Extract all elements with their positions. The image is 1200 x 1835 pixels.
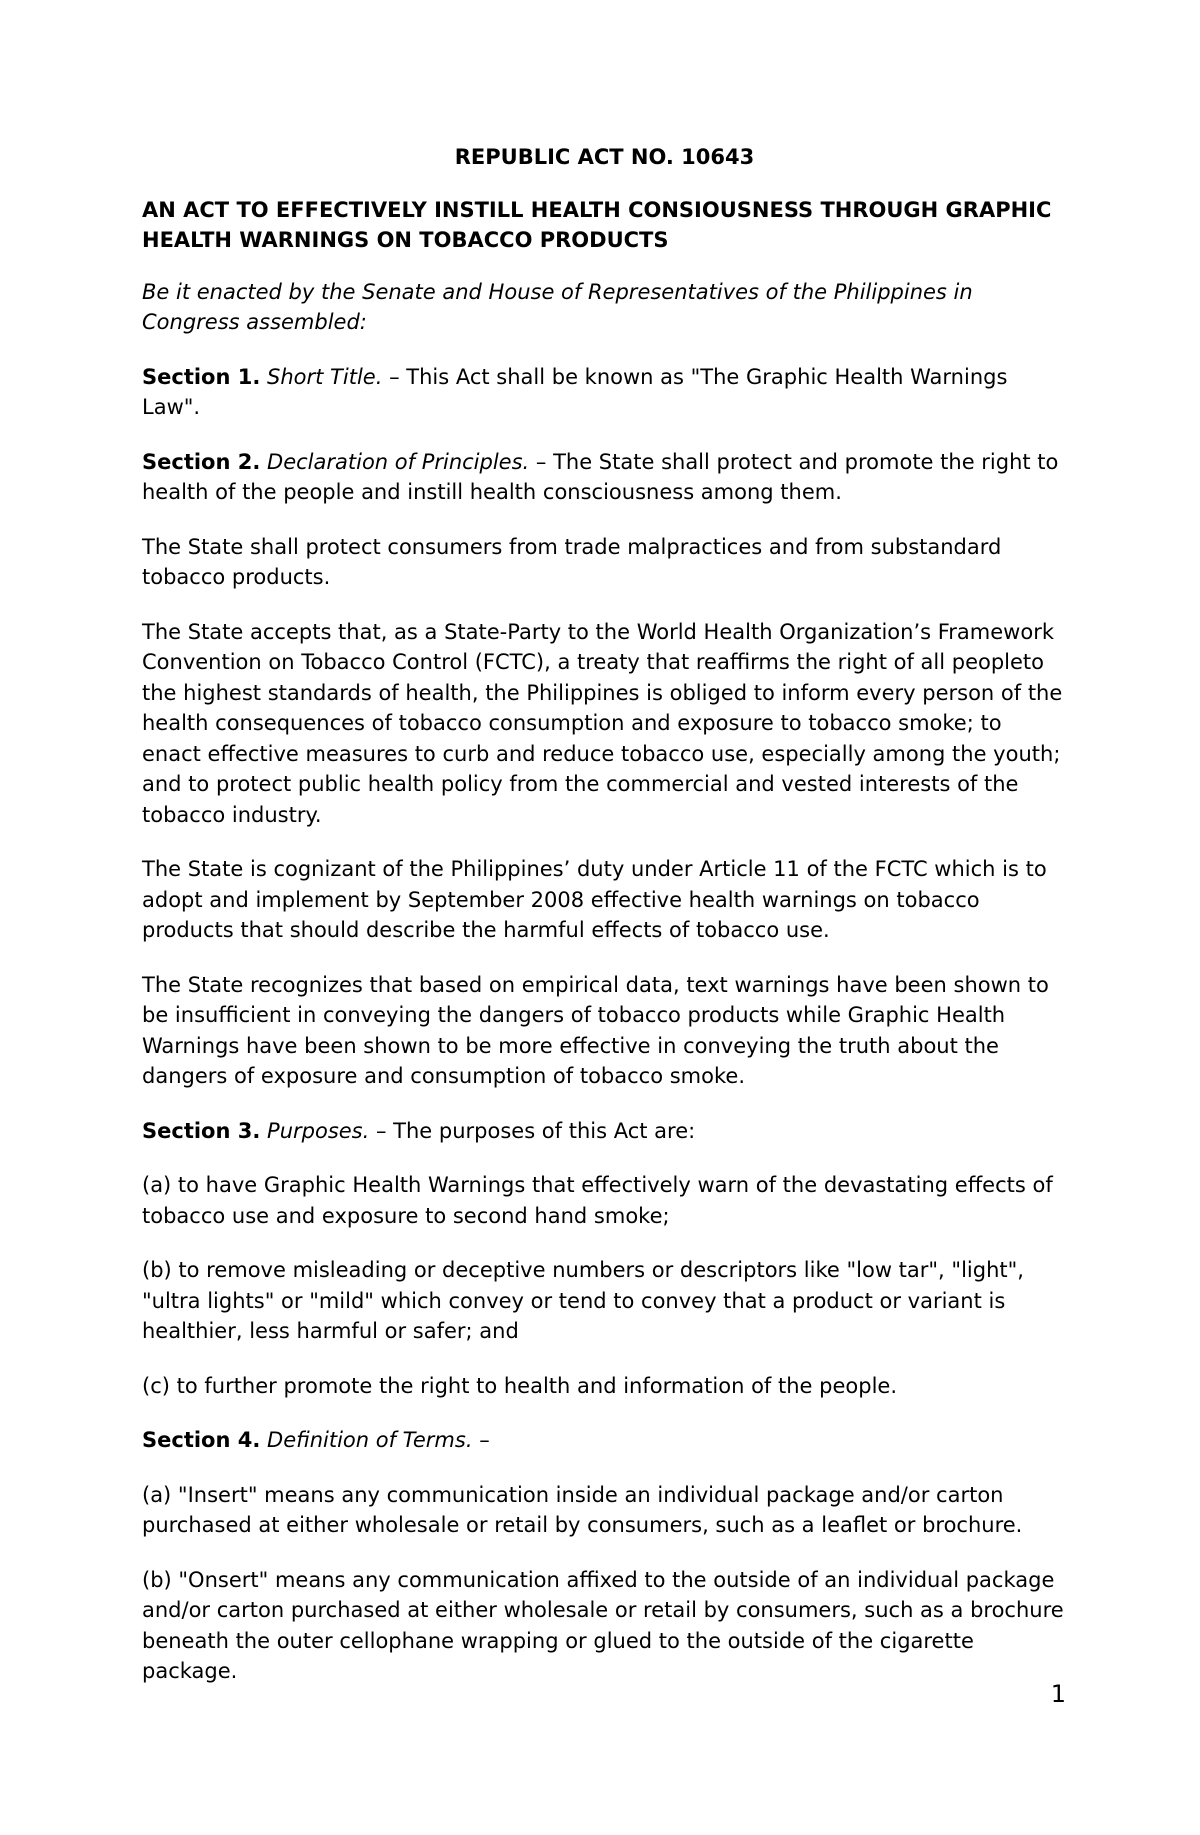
section-2-paragraph: The State is cognizant of the Philippines’ duty under Article 11 of the FCTC which is to adopt and implement by September 2008 effective health warnings on tobacco products that should describe the harmful effects of tobacco use. — [142, 857, 1047, 942]
section-1-text: – This Act shall be known as "The Graphic Health Warnings Law". — [142, 364, 1008, 419]
section-3-label: Section 3. — [142, 1118, 261, 1143]
page-number: 1 — [1050, 1680, 1066, 1708]
section-1-label: Section 1. — [142, 364, 261, 389]
section-3-text: – The purposes of this Act are: — [369, 1118, 696, 1143]
section-1-title: Short Title. — [267, 364, 383, 389]
section-3-item: (b) to remove misleading or deceptive numbers or descriptors like "low tar", "light", "ultra lights" or "mild" which convey or tend to convey that a product or variant is healthier, less harmful or safer; and — [142, 1258, 1024, 1343]
section-3-item: (a) to have Graphic Health Warnings that effectively warn of the devastating effects of tobacco use and exposure to second hand smoke; — [142, 1173, 1053, 1228]
section-2-paragraph: The State recognizes that based on empirical data, text warnings have been shown to be insufficient in conveying the dangers of tobacco products while Graphic Health Warnings have been shown to be more effective in conveying the truth about the dangers of exposure and consumption of tobacco smoke. — [142, 972, 1049, 1088]
section-4-label: Section 4. — [142, 1428, 261, 1452]
section-3-title: Purposes. — [267, 1118, 370, 1143]
section-2 — [142, 447, 1067, 508]
enacting-clause: Be it enacted by the Senate and House of Representatives of the Philippines in Congress assembled: — [142, 279, 973, 334]
section-3-item: (c) to further promote the right to health and information of the people. — [142, 1373, 897, 1398]
section-1 — [142, 362, 1067, 423]
section-2-text: – The State shall protect and promote the right to health of the people and instill health consciousness among them. — [142, 449, 1059, 504]
section-4 — [142, 1425, 1067, 1456]
section-3 — [142, 1116, 1067, 1147]
section-4-title: Definition of Terms. — [267, 1428, 473, 1452]
section-4-text: – — [472, 1428, 490, 1452]
section-2-title: Declaration of Principles. — [267, 449, 530, 474]
act-title: AN ACT TO EFFECTIVELY INSTILL HEALTH CONSIOUSNESS THROUGH GRAPHIC HEALTH WARNINGS ON TOBACCO PRODUCTS — [142, 197, 1052, 252]
section-4-item: (a) "Insert" means any communication inside an individual package and/or carton purchased at either wholesale or retail by consumers, such as a leaflet or brochure. — [142, 1482, 1023, 1537]
document-page — [142, 142, 1067, 1711]
section-2-label: Section 2. — [142, 449, 261, 474]
act-number: REPUBLIC ACT NO. 10643 — [454, 145, 755, 169]
section-2-paragraph: The State shall protect consumers from trade malpractices and from substandard tobacco products. — [142, 534, 1002, 589]
section-4-item: (b) "Onsert" means any communication affixed to the outside of an individual package and/or carton purchased at either wholesale or retail by consumers, such as a brochure beneath the outer cellophane wrapping or glued to the outside of the cigarette package. — [142, 1567, 1064, 1683]
section-2-paragraph: The State accepts that, as a State-Party to the World Health Organization’s Framework Convention on Tobacco Control (FCTC), a treaty that reaffirms the right of all peopleto the highest standards of health, the Philippines is obliged to inform every person of the health consequences of tobacco consumption and exposure to tobacco smoke; to enact effective measures to curb and reduce tobacco use, especially among the youth; and to protect public health policy from the commercial and vested interests of the tobacco industry. — [142, 619, 1063, 827]
